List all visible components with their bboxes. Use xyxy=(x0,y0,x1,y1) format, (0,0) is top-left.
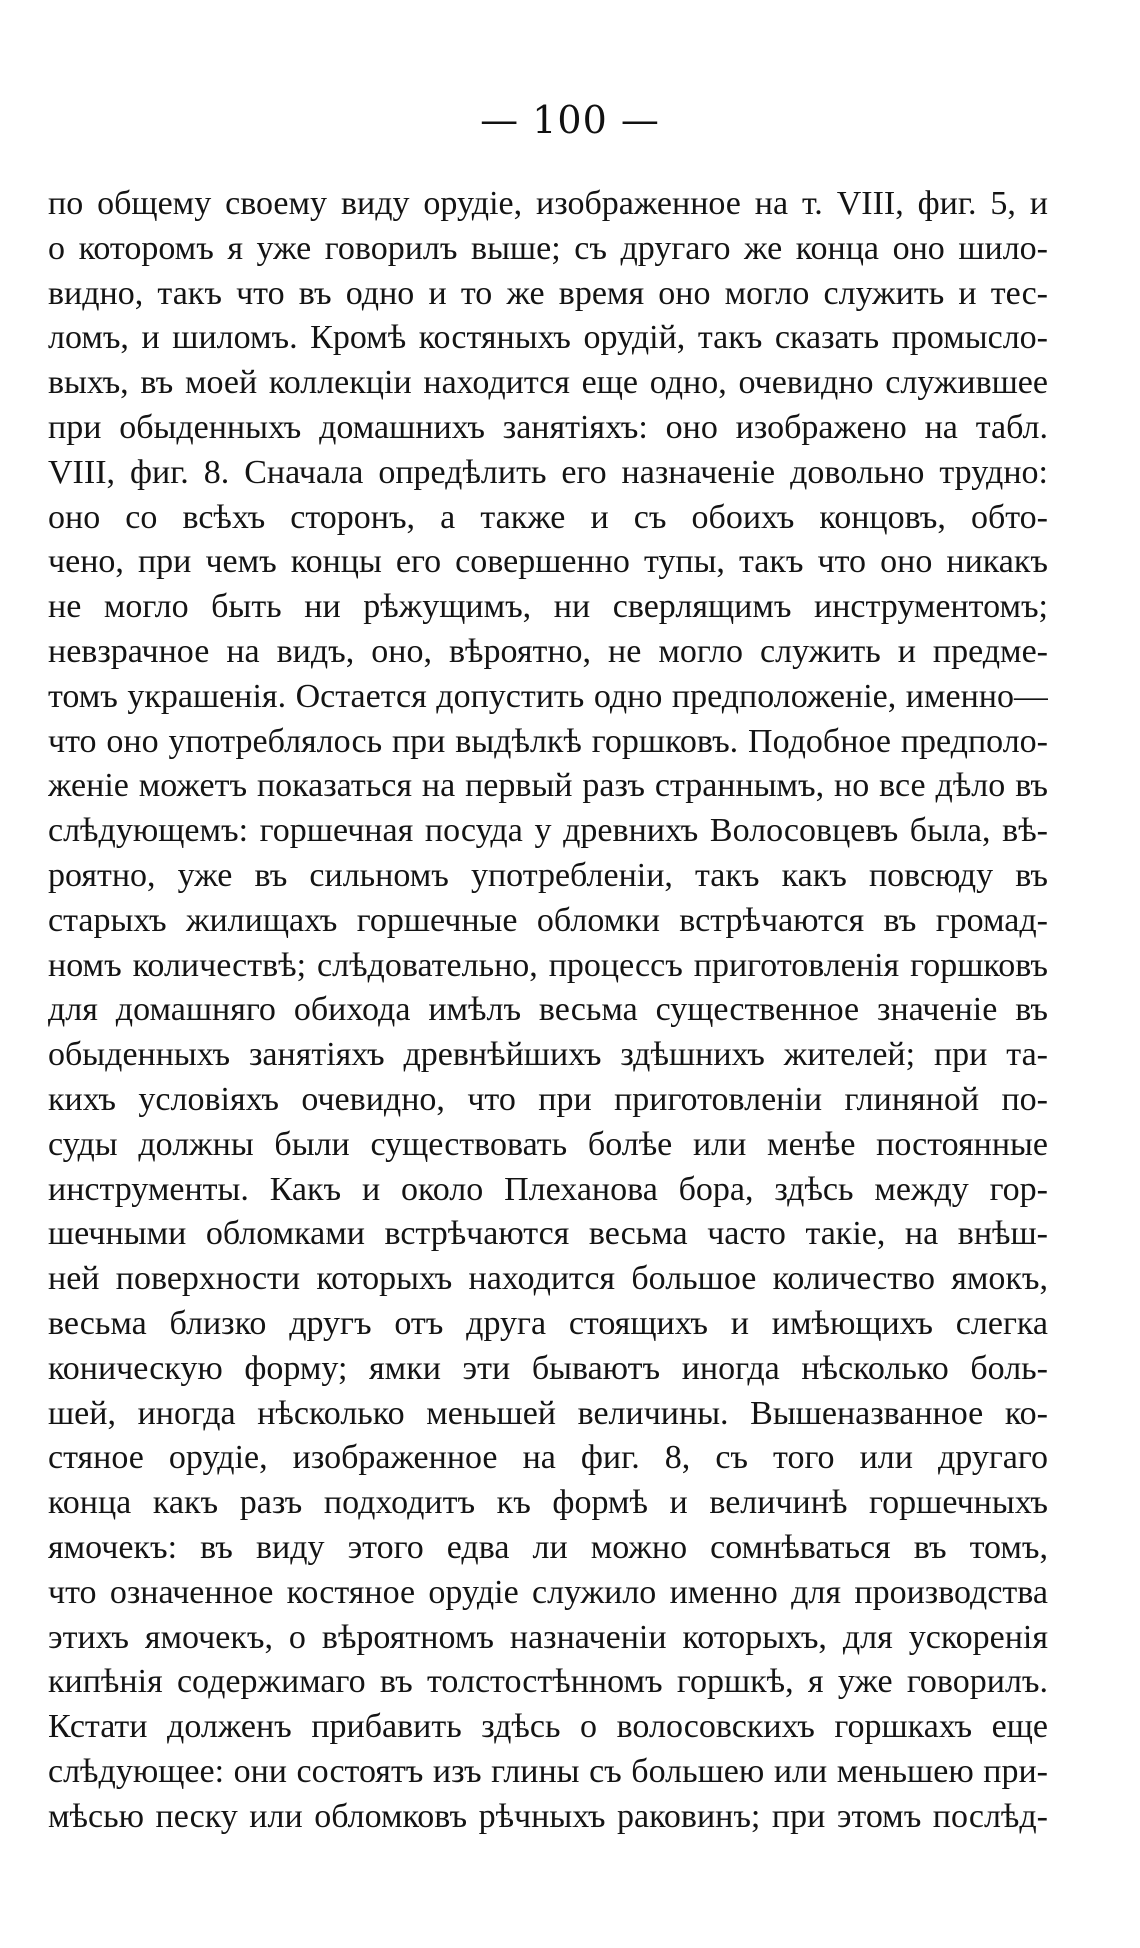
text-line: для домашняго обихода имѣлъ весьма существенное значеніе въ xyxy=(48,991,1048,1029)
text-line: выхъ, въ моей коллекціи находится еще одно, очевидно служившее xyxy=(48,364,1048,402)
text-line: шей, иногда нѣсколько меньшей величины. Вышеназванное ко- xyxy=(48,1394,1048,1432)
text-line: слѣдующее: они состоятъ изъ глины съ большею или меньшею при- xyxy=(48,1752,1048,1790)
text-line: слѣдующемъ: горшечная посуда у древнихъ Волосовцевъ была, вѣ- xyxy=(48,812,1048,850)
text-line: обыденныхъ занятіяхъ древнѣйшихъ здѣшнихъ жителей; при та- xyxy=(48,1036,1048,1074)
text-line: суды должны были существовать болѣе или менѣе постоянные xyxy=(48,1125,1048,1163)
text-line: старыхъ жилищахъ горшечные обломки встрѣчаются въ громад- xyxy=(48,901,1048,939)
text-line: кихъ условіяхъ очевидно, что при приготовленіи глиняной по- xyxy=(48,1080,1048,1118)
body-text xyxy=(48,182,1048,1839)
text-line: шечными обломками встрѣчаются весьма часто такіе, на внѣш- xyxy=(48,1215,1048,1253)
text-line: ней поверхности которыхъ находится большое количество ямокъ, xyxy=(48,1260,1048,1298)
text-line: что оно употреблялось при выдѣлкѣ горшковъ. Подобное предполо- xyxy=(48,722,1048,760)
text-line: весьма близко другъ отъ друга стоящихъ и имѣющихъ слегка xyxy=(48,1304,1048,1342)
text-line: томъ украшенія. Остается допустить одно предположеніе, именно— xyxy=(48,677,1048,715)
text-line: конца какъ разъ подходитъ къ формѣ и величинѣ горшечныхъ xyxy=(48,1484,1048,1522)
text-line: инструменты. Какъ и около Плеханова бора, здѣсь между гор- xyxy=(48,1170,1048,1208)
text-line: Кстати долженъ прибавить здѣсь о волосовскихъ горшкахъ еще xyxy=(48,1708,1048,1746)
text-line: по общему своему виду орудіе, изображенное на т. VIII, фиг. 5, и xyxy=(48,185,1048,222)
text-line: кипѣнія содержимаго въ толстостѣнномъ горшкѣ, я уже говорилъ. xyxy=(48,1663,1048,1701)
text-line: стяное орудіе, изображенное на фиг. 8, съ того или другаго xyxy=(48,1439,1048,1477)
text-line: видно, такъ что въ одно и то же время оно могло служить и тес- xyxy=(48,274,1048,312)
text-line: чено, при чемъ концы его совершенно тупы, такъ что оно никакъ xyxy=(48,543,1048,581)
text-line: этихъ ямочекъ, о вѣроятномъ назначеніи которыхъ, для ускоренія xyxy=(48,1618,1048,1656)
text-line: при обыденныхъ домашнихъ занятіяхъ: оно изображено на табл. xyxy=(48,408,1048,446)
text-line: мѣсью песку или обломковъ рѣчныхъ раковинъ; при этомъ послѣд- xyxy=(48,1797,1048,1835)
text-line: ломъ, и шиломъ. Кромѣ костяныхъ орудій, такъ сказать промысло- xyxy=(48,319,1048,357)
text-line: о которомъ я уже говорилъ выше; съ другаго же конца оно шило- xyxy=(48,229,1048,267)
text-line: невзрачное на видъ, оно, вѣроятно, не могло служить и предме- xyxy=(48,632,1048,670)
text-line: не могло быть ни рѣжущимъ, ни сверлящимъ инструментомъ; xyxy=(48,588,1048,626)
text-line: роятно, уже въ сильномъ употребленіи, такъ какъ повсюду въ xyxy=(48,856,1048,894)
text-line: что означенное костяное орудіе служило именно для производства xyxy=(48,1573,1048,1611)
text-line: женіе можетъ показаться на первый разъ страннымъ, но все дѣло въ xyxy=(48,767,1048,805)
text-line: оно со всѣхъ сторонъ, а также и съ обоихъ концовъ, обто- xyxy=(48,498,1048,536)
text-line: коническую форму; ямки эти бываютъ иногда нѣсколько боль- xyxy=(48,1349,1048,1387)
text-line: номъ количествѣ; слѣдовательно, процессъ приготовленія горшковъ xyxy=(48,946,1048,984)
text-line: VIII, фиг. 8. Сначала опредѣлить его назначеніе довольно трудно: xyxy=(48,453,1048,491)
text-line: ямочекъ: въ виду этого едва ли можно сомнѣваться въ томъ, xyxy=(48,1528,1048,1566)
page-number: — 100 — xyxy=(480,98,660,142)
